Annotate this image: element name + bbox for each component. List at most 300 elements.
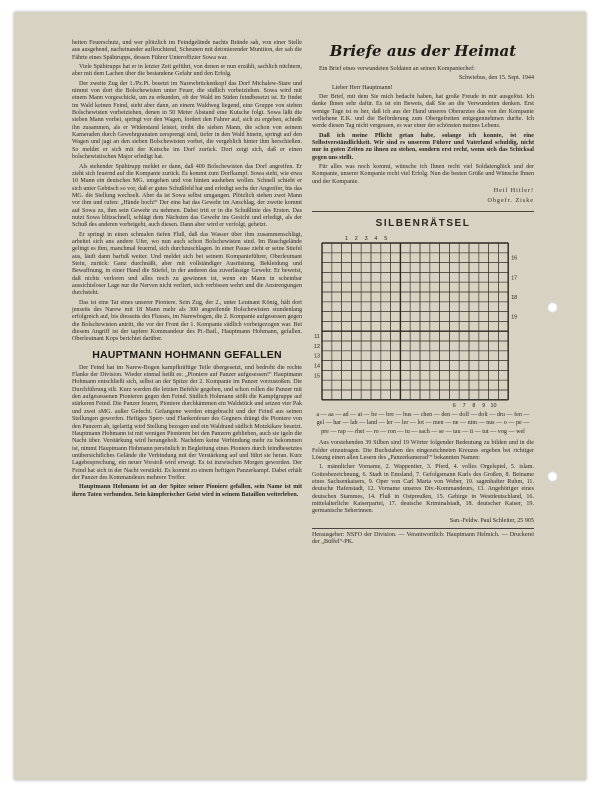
letter-salutation: Lieber Herr Hauptmann!	[332, 84, 393, 91]
puzzle-cell	[400, 331, 410, 341]
puzzle-cell	[498, 321, 508, 331]
puzzle-cell	[322, 282, 332, 292]
puzzle-cell	[440, 292, 450, 302]
puzzle-cell	[351, 380, 361, 390]
puzzle-number-top: 1	[345, 235, 348, 242]
puzzle-cell	[479, 302, 489, 312]
puzzle-cell	[361, 243, 371, 253]
puzzle-cell	[381, 262, 391, 272]
puzzle-cell	[440, 390, 450, 400]
puzzle-cell	[361, 282, 371, 292]
puzzle-cell	[489, 341, 499, 351]
divider	[312, 211, 534, 212]
article-headline: HAUPTMANN HOHMANN GEFALLEN	[92, 348, 282, 361]
puzzle-cell	[322, 390, 332, 400]
puzzle-cell	[498, 331, 508, 341]
puzzle-cell	[410, 302, 420, 312]
puzzle-cell	[449, 272, 459, 282]
puzzle-cell	[469, 292, 479, 302]
puzzle-cell	[342, 331, 352, 341]
puzzle-cell	[391, 351, 401, 361]
puzzle-cell	[400, 380, 410, 390]
puzzle-cell	[469, 321, 479, 331]
puzzle-cell	[361, 370, 371, 380]
puzzle-cell	[361, 390, 371, 400]
puzzle-cell	[489, 272, 499, 282]
puzzle-cell	[361, 331, 371, 341]
puzzle-cell	[410, 331, 420, 341]
puzzle-cell	[322, 292, 332, 302]
puzzle-cell	[449, 253, 459, 263]
puzzle-cell	[459, 380, 469, 390]
puzzle-cell	[391, 282, 401, 292]
puzzle-cell	[410, 311, 420, 321]
puzzle-cell	[381, 302, 391, 312]
puzzle-cell	[489, 380, 499, 390]
puzzle-cell	[371, 331, 381, 341]
puzzle-cell	[391, 380, 401, 390]
letter-dateline: Schwiebus, den 15. Sept. 1944	[459, 75, 534, 82]
puzzle-cell	[469, 253, 479, 263]
puzzle-cell	[489, 360, 499, 370]
puzzle-number-left: 15	[314, 373, 320, 380]
syllable-puzzle-grid	[312, 231, 534, 407]
puzzle-cell	[361, 292, 371, 302]
puzzle-cell	[430, 243, 440, 253]
puzzle-cell	[498, 262, 508, 272]
puzzle-cell	[430, 351, 440, 361]
puzzle-cell	[351, 311, 361, 321]
puzzle-cell	[332, 282, 342, 292]
puzzle-cell	[489, 311, 499, 321]
puzzle-cell	[410, 380, 420, 390]
puzzle-cell	[342, 360, 352, 370]
article-paragraph: heiten Feuerschutz, und wer plötzlich im Feindgelände nachts Brände sah, von einer Stelle aus ausgehend, nacheinander aufleuchtend, Scheunen mit detonierender Munition, der sah die Fährte eines Spähtrupps, dessen Führer Unteroffizier Sowa war.	[72, 40, 302, 61]
puzzle-cell	[459, 311, 469, 321]
puzzle-cell	[361, 341, 371, 351]
puzzle-cell	[361, 253, 371, 263]
puzzle-cell	[351, 360, 361, 370]
puzzle-cell	[498, 311, 508, 321]
puzzle-cell	[430, 341, 440, 351]
puzzle-cell	[391, 360, 401, 370]
puzzle-cell	[381, 351, 391, 361]
puzzle-cell	[332, 321, 342, 331]
puzzle-cell	[351, 331, 361, 341]
puzzle-cell	[371, 311, 381, 321]
puzzle-cell	[322, 341, 332, 351]
puzzle-cell	[479, 370, 489, 380]
article-paragraph: Der zweite Zug der 1./Pz.Pi. besetzt im Narewbrückenkopf das Dorf Michalew-Stare und nimmt von dort die Bolschewisten unter Feuer, die südlich vorbeiziehen. Sowa wird mit einem Mann vorgeschickt, um zu erkunden, ob der Wald im Süden feindbesetzt ist. Er findet im Wald keinen Feind, sieht aber dann, an einem Waldweg liegend, eine Gruppe von sieben Bolschewisten vorbeiziehen, denen in 50 Meter Abstand eine Kutsche folgt. Sowa läßt die sieben Mann vorbei, springt vor den Wagen, fordert den Fahrer auf, sich zu ergeben, schießt ihn zusammen, als er Widerstand leistet, treibt die sieben Mann, die schon von seinem Kameraden durch Gewehrgranaten zersprengt sind, tiefer in den Wald hinein, springt auf den Wagen und jagt an den sieben Bolschewisten vorbei, die vergeblich hinter ihm herschießen. So meldet er sich mit der Kutsche im Dorf zurück. Dort zeigt sich, daß er einen bolschewistischen Major erledigt hat.	[72, 80, 302, 161]
article-paragraph: Viele Spähtrupps hat er in letzter Zeit geführt, von denen er nun erzählt, sachlich nüchtern, aber mit dem Lachen über die bestandene Gefahr und den Erfolg.	[72, 64, 302, 78]
puzzle-cell	[440, 331, 450, 341]
puzzle-number-bottom: 6	[452, 402, 456, 407]
puzzle-cell	[449, 390, 459, 400]
puzzle-cell	[361, 302, 371, 312]
puzzle-cell	[371, 302, 381, 312]
puzzle-cell	[420, 380, 430, 390]
puzzle-cell	[469, 282, 479, 292]
puzzle-cell	[430, 262, 440, 272]
puzzle-cell	[322, 360, 332, 370]
puzzle-cell	[371, 341, 381, 351]
puzzle-cell	[469, 311, 479, 321]
puzzle-cell	[351, 272, 361, 282]
puzzle-cell	[479, 390, 489, 400]
puzzle-cell	[400, 351, 410, 361]
puzzle-cell	[381, 390, 391, 400]
puzzle-cell	[420, 341, 430, 351]
puzzle-cell	[351, 370, 361, 380]
puzzle-cell	[479, 292, 489, 302]
puzzle-cell	[410, 292, 420, 302]
puzzle-cell	[410, 321, 420, 331]
puzzle-cell	[342, 253, 352, 263]
article-paragraph: Der Feind hat im Narew-Bogen kampfkräftige Teile übergesetzt, und bedroht die rechte Flanke der Division. Wieder einmal heißt es: „Pioniere auf Panzer aufgesessen!“ Hauptmann Hohmann entschließt sich, selbst an der Spitze der 2. Kompanie im Panzer vorzustoßen. Die Durchführung eilt. Kurz werden die letzten Befehle gegeben, und schon rollen die Panzer mit den aufgesessenen Pionieren gegen den Feind. Südlich Hohmann stößt die Kampfgruppe auf stärkeren Feind. Die Panzer feuern, Pioniere durchkämmen ein Waldstück und setzen vier Pak und zwei sMG. außer Gefecht. Gefangene werden eingebracht und der Feind aus seinen Stellungen geworfen. Heftiges Sperr- und Flankenfeuer des Gegners drängt die Pioniere von den Panzern ab, igelartig wird Stellung bezogen und ein Waldrand südlich Motzkikaw besetzt. Hauptmann Hohmann ist mit wenigen Pionieren bei den Panzern geblieben, auch sie igeln die Nacht über. Verstärkung wird herangeholt. Nachdem keine Verbindung mehr zu bekommen ist, nimmt Hauptmann Hohmann persönlich in Begleitung eines Pioniers durch feindbesetztes unübersichtliches Gelände die Verbindung mit der Verstärkung auf und führt sie heran. Kurz Lagebesprechung, ein neuer Vorstoß wird erwogt. Es ist inzwischen Morgen geworden. Der Feind hat sich in der Nacht verstärkt. Es kommt zu einem heftigen Panzerkampf. Dabei erhält der Panzer des Kommandeurs mehrere Treffer.	[72, 364, 302, 481]
puzzle-cell	[440, 380, 450, 390]
puzzle-cell	[420, 262, 430, 272]
puzzle-cell	[322, 331, 332, 341]
puzzle-cell	[469, 370, 479, 380]
puzzle-cell	[381, 331, 391, 341]
puzzle-cell	[391, 341, 401, 351]
puzzle-cell	[479, 351, 489, 361]
puzzle-cell	[489, 390, 499, 400]
puzzle-cell	[489, 243, 499, 253]
puzzle-title: SILBENRÄTSEL	[375, 217, 471, 229]
puzzle-cell	[498, 243, 508, 253]
puzzle-cell	[430, 390, 440, 400]
puzzle-cell	[322, 370, 332, 380]
section-title: Briefe aus der Heimat	[329, 42, 517, 60]
puzzle-clues: 1. männlicher Vorname, 2. Wappentier, 3. Pferd, 4. volles Orgelspiel, 5. islam. Gottesbezeichnung, 6. Stadt in Emsland, 7. Gefolgsmann Karls des Großen, 8. Beiname eines Sachsenkaisers, 9. Oper von Carl Maria von Weber, 10. sagenhafter Ruhm, 11. deutsche Hafenstadt, 12. Vorname unseres Div.-Kommandeurs, 13. Angehöriger eines deutschen Stammes, 14. Fluß in Ostpreußen, 15. Gebirge in Westdeutschland, 16. mittelalterliche Kaiserpartei, 17. deutsche Kriminalstadt, 18. deutscher Kaiser, 19. germanische Seherinnen.	[312, 464, 534, 515]
puzzle-cell	[469, 341, 479, 351]
puzzle-number-bottom: 9	[482, 402, 486, 407]
puzzle-cell	[489, 321, 499, 331]
puzzle-cell	[351, 321, 361, 331]
puzzle-cell	[410, 262, 420, 272]
puzzle-cell	[449, 331, 459, 341]
puzzle-cell	[498, 253, 508, 263]
puzzle-number-right: 17	[511, 275, 518, 282]
puzzle-cell	[322, 262, 332, 272]
puzzle-cell	[410, 351, 420, 361]
puzzle-number-left: 11	[314, 333, 320, 340]
puzzle-cell	[430, 292, 440, 302]
puzzle-cell	[440, 341, 450, 351]
puzzle-cell	[420, 370, 430, 380]
puzzle-cell	[498, 360, 508, 370]
puzzle-cell	[410, 282, 420, 292]
puzzle-cell	[420, 351, 430, 361]
puzzle-number-left: 13	[314, 353, 320, 360]
puzzle-number-left: 14	[314, 363, 320, 370]
puzzle-cell	[449, 262, 459, 272]
puzzle-cell	[391, 262, 401, 272]
puzzle-cell	[351, 243, 361, 253]
puzzle-cell	[420, 302, 430, 312]
puzzle-cell	[449, 311, 459, 321]
puzzle-cell	[332, 341, 342, 351]
puzzle-cell	[332, 360, 342, 370]
puzzle-cell	[351, 341, 361, 351]
puzzle-number-top: 4	[374, 235, 378, 242]
puzzle-cell	[449, 282, 459, 292]
puzzle-cell	[489, 302, 499, 312]
puzzle-cell	[430, 282, 440, 292]
puzzle-cell	[498, 380, 508, 390]
puzzle-cell	[479, 282, 489, 292]
puzzle-cell	[440, 302, 450, 312]
puzzle-cell	[342, 380, 352, 390]
puzzle-cell	[400, 311, 410, 321]
puzzle-cell	[420, 331, 430, 341]
letter-signature: Obgefr. Ziske	[487, 197, 534, 204]
puzzle-cell	[459, 360, 469, 370]
letter-intro: Ein Brief eines verwundeten Soldaten an seinen Kompaniechef:	[319, 66, 475, 72]
puzzle-cell	[440, 360, 450, 370]
puzzle-cell	[332, 311, 342, 321]
puzzle-cell	[361, 360, 371, 370]
puzzle-cell	[400, 253, 410, 263]
puzzle-cell	[342, 292, 352, 302]
puzzle-cell	[469, 302, 479, 312]
puzzle-cell	[440, 262, 450, 272]
puzzle-cell	[381, 380, 391, 390]
puzzle-cell	[322, 302, 332, 312]
puzzle-cell	[351, 302, 361, 312]
puzzle-cell	[322, 272, 332, 282]
puzzle-number-bottom: 7	[462, 402, 466, 407]
puzzle-cell	[381, 243, 391, 253]
puzzle-cell	[361, 311, 371, 321]
puzzle-cell	[420, 321, 430, 331]
puzzle-cell	[410, 390, 420, 400]
puzzle-cell	[400, 370, 410, 380]
puzzle-cell	[410, 253, 420, 263]
puzzle-cell	[342, 341, 352, 351]
puzzle-cell	[430, 360, 440, 370]
puzzle-cell	[479, 331, 489, 341]
puzzle-cell	[440, 243, 450, 253]
puzzle-cell	[391, 331, 401, 341]
puzzle-cell	[489, 262, 499, 272]
puzzle-cell	[469, 380, 479, 390]
puzzle-cell	[459, 253, 469, 263]
puzzle-cell	[351, 292, 361, 302]
puzzle-cell	[381, 360, 391, 370]
letter-paragraph: Für alles was noch kommt, wünsche ich Ihnen recht viel Soldatenglück und der Kompanie, unserer Kompanie recht viel Erfolg. Nun die besten Grüße und Wünsche Ihnen und der Kompanie.	[312, 164, 534, 185]
puzzle-cell	[410, 243, 420, 253]
puzzle-cell	[459, 302, 469, 312]
puzzle-cell	[400, 282, 410, 292]
puzzle-cell	[342, 262, 352, 272]
puzzle-cell	[449, 321, 459, 331]
puzzle-number-top: 5	[384, 235, 388, 242]
puzzle-cell	[361, 262, 371, 272]
puzzle-cell	[498, 272, 508, 282]
puzzle-cell	[420, 292, 430, 302]
puzzle-cell	[381, 292, 391, 302]
letter-paragraph: Der Brief, mit dem Sie mich bedacht haben, hat große Freude in mir ausgelöst. Ich danke Ihnen sehr dafür. Es ist ein Beweis, daß Sie an die Verwundeten denken. Erst wenige Tage ist es her, daß ich aus der Hand unseres Oberarztes das von der Kompanie verliehene E.K. und die Beförderung zum Obergefreiten entgegennehmen durfte. Ich werde diesen Tag nicht vergessen, es war einer der schönsten meines Lebens.	[312, 94, 534, 130]
puzzle-cell	[381, 370, 391, 380]
puzzle-cell	[479, 341, 489, 351]
puzzle-cell	[322, 380, 332, 390]
puzzle-cell	[430, 253, 440, 263]
puzzle-cell	[371, 390, 381, 400]
puzzle-number-right: 16	[511, 255, 518, 262]
puzzle-cell	[342, 302, 352, 312]
puzzle-cell	[391, 272, 401, 282]
puzzle-cell	[489, 331, 499, 341]
puzzle-cell	[479, 321, 489, 331]
puzzle-number-top: 2	[354, 235, 358, 242]
puzzle-cell	[351, 282, 361, 292]
puzzle-cell	[459, 351, 469, 361]
puzzle-grid-svg	[312, 231, 534, 407]
puzzle-cell	[391, 253, 401, 263]
puzzle-cell	[400, 292, 410, 302]
puzzle-instructions: Aus vorstehenden 39 Silben sind 19 Wörter folgender Bedeutung zu bilden und in die Felder einzutragen. Die Buchstaben des eingezeichneten Kreuzes ergeben bei richtiger Lösung einen allen Lesern des „Panzerkameradʼ“ bekannten Namen:	[312, 440, 534, 462]
puzzle-cell	[381, 272, 391, 282]
puzzle-cell	[371, 253, 381, 263]
article-paragraph: Als stehender Spähtrupp meldet er dann, daß 400 Bolschewisten das Dorf angreifen. Er zieht sich feuernd auf die Kompanie zurück. Es kommt zum Dorfkampf. Sowa sieht, wie etwa 10 Mann ein deutsches MG. umgehen und von hinten ausheben wollen. Schnell schiebt er sich unter Gebüsch so vor, daß er gutes Schußfeld hat und erledigt sechs der Angreifer, bis das MG. die Stellung wechselt. Aber da ist Sowa selbst umgangen. Plötzlich stehen zwei Mann vor ihm und rufen: „Hände hoch!“ Der eine hat das Gewehr im Anschlag, der zweite kommt auf Sowa zu, ihm sein Gewehr zu nehmen. Dabei tritt er in die Schußlinie des Ersten. Das nutzt Sowa blitzschnell, schlägt dem Nächsten das Gewehr ins Gesicht und erledigt, als der Schuß des anderen vorbeigeht, auch diesen. Dann aber wird er verfolgt, gehetzt.	[72, 163, 302, 229]
puzzle-cell	[459, 282, 469, 292]
puzzle-cell	[351, 253, 361, 263]
puzzle-cell	[410, 360, 420, 370]
puzzle-cell	[440, 272, 450, 282]
puzzle-cell	[371, 262, 381, 272]
puzzle-cell	[430, 302, 440, 312]
puzzle-cell	[430, 331, 440, 341]
puzzle-cell	[498, 390, 508, 400]
puzzle-cell	[498, 302, 508, 312]
puzzle-cell	[322, 311, 332, 321]
puzzle-cell	[391, 243, 401, 253]
puzzle-cell	[420, 253, 430, 263]
puzzle-cell	[440, 311, 450, 321]
puzzle-cell	[410, 341, 420, 351]
puzzle-cell	[469, 390, 479, 400]
imprint: Herausgeber: NSFO der Division. — Verantwortlich: Hauptmann Helmich. — Druckerei der „Büffel“-PK.	[312, 532, 534, 546]
puzzle-cell	[322, 253, 332, 263]
puzzle-cell	[498, 351, 508, 361]
puzzle-cell	[351, 262, 361, 272]
puzzle-cell	[489, 253, 499, 263]
puzzle-cell	[332, 243, 342, 253]
puzzle-cell	[459, 331, 469, 341]
puzzle-cell	[420, 311, 430, 321]
puzzle-cell	[371, 292, 381, 302]
puzzle-cell	[449, 360, 459, 370]
puzzle-number-bottom: 8	[472, 402, 476, 407]
puzzle-cell	[459, 390, 469, 400]
syllable-list: a — aa — ad — at — be — bre — bus — chen — den — dolf — dolt — dru — fen — gel — har — lah — land — ler — ler — lot — men — ne — nim — nus — o — pe — pre — rap — rhei — ro — ron — tu — sach — se — tau — ti — tut — vog — wel	[316, 411, 530, 435]
article-closing: Hauptmann Hohmann ist an der Spitze seiner Pioniere gefallen, sein Name ist mit ihren Taten verbunden. Sein kämpferischer Geist wird in seinem Bataillon weiterleben.	[72, 484, 302, 498]
puzzle-cell	[449, 370, 459, 380]
puzzle-cell	[361, 351, 371, 361]
puzzle-cell	[342, 390, 352, 400]
puzzle-cell	[479, 262, 489, 272]
puzzle-cell	[430, 380, 440, 390]
puzzle-cell	[479, 311, 489, 321]
puzzle-cell	[332, 351, 342, 361]
puzzle-cell	[459, 243, 469, 253]
puzzle-cell	[391, 292, 401, 302]
binder-hole-top	[547, 302, 558, 313]
puzzle-cell	[400, 321, 410, 331]
puzzle-cell	[342, 282, 352, 292]
puzzle-cell	[332, 253, 342, 263]
puzzle-cell	[459, 370, 469, 380]
puzzle-cell	[498, 282, 508, 292]
puzzle-cell	[332, 262, 342, 272]
puzzle-cell	[420, 243, 430, 253]
puzzle-cell	[449, 292, 459, 302]
puzzle-cell	[400, 360, 410, 370]
puzzle-cell	[489, 370, 499, 380]
puzzle-cell	[440, 370, 450, 380]
puzzle-cell	[459, 321, 469, 331]
puzzle-cell	[371, 321, 381, 331]
left-column	[72, 40, 302, 501]
puzzle-cell	[449, 341, 459, 351]
puzzle-cell	[371, 360, 381, 370]
puzzle-cell	[371, 370, 381, 380]
puzzle-cell	[371, 380, 381, 390]
puzzle-cell	[479, 253, 489, 263]
puzzle-cell	[430, 311, 440, 321]
puzzle-cell	[469, 243, 479, 253]
puzzle-cell	[400, 272, 410, 282]
puzzle-cell	[440, 321, 450, 331]
puzzle-cell	[332, 272, 342, 282]
puzzle-cell	[498, 292, 508, 302]
puzzle-cell	[400, 243, 410, 253]
puzzle-cell	[351, 390, 361, 400]
puzzle-cell	[459, 341, 469, 351]
puzzle-cell	[342, 351, 352, 361]
puzzle-cell	[381, 341, 391, 351]
puzzle-cell	[430, 272, 440, 282]
puzzle-cell	[322, 351, 332, 361]
puzzle-cell	[400, 262, 410, 272]
binder-hole-bottom	[547, 471, 558, 482]
puzzle-number-right: 18	[511, 294, 518, 301]
puzzle-cell	[342, 243, 352, 253]
divider	[312, 528, 534, 529]
puzzle-cell	[332, 302, 342, 312]
puzzle-cell	[498, 370, 508, 380]
puzzle-cell	[410, 272, 420, 282]
puzzle-cell	[489, 292, 499, 302]
puzzle-cell	[381, 282, 391, 292]
puzzle-cell	[322, 243, 332, 253]
right-column	[312, 40, 534, 549]
puzzle-number-bottom: 10	[490, 402, 497, 407]
puzzle-cell	[371, 243, 381, 253]
puzzle-cell	[440, 351, 450, 361]
puzzle-cell	[469, 351, 479, 361]
article-paragraph: Das ist eine Tat eines unserer Pioniere. Sein Zug, der 2., unter Leutnant König, hält dort jenseits des Narew mit 18 Mann mehr als 300 angreifende Bolschewisten stundenlang erfolgreich auf, bis diesseits des Flusses, im Narewbogen, die 2. Kompanie aufgesessen gegen die Bolschewisten antritt, die vor der Front der 1. Kompanie südlich vorbeigezogen war. Bei diesem Angriff ist der tapfere Kommandeur des Pi.-Batl., Hauptmann Hohmann, gefallen. Oberleutnant Kops berichtet darüber.	[72, 299, 302, 343]
puzzle-cell	[400, 341, 410, 351]
puzzle-cell	[420, 282, 430, 292]
puzzle-cell	[459, 272, 469, 282]
puzzle-cell	[440, 282, 450, 292]
puzzle-cell	[322, 321, 332, 331]
puzzle-cell	[332, 390, 342, 400]
puzzle-cell	[332, 331, 342, 341]
